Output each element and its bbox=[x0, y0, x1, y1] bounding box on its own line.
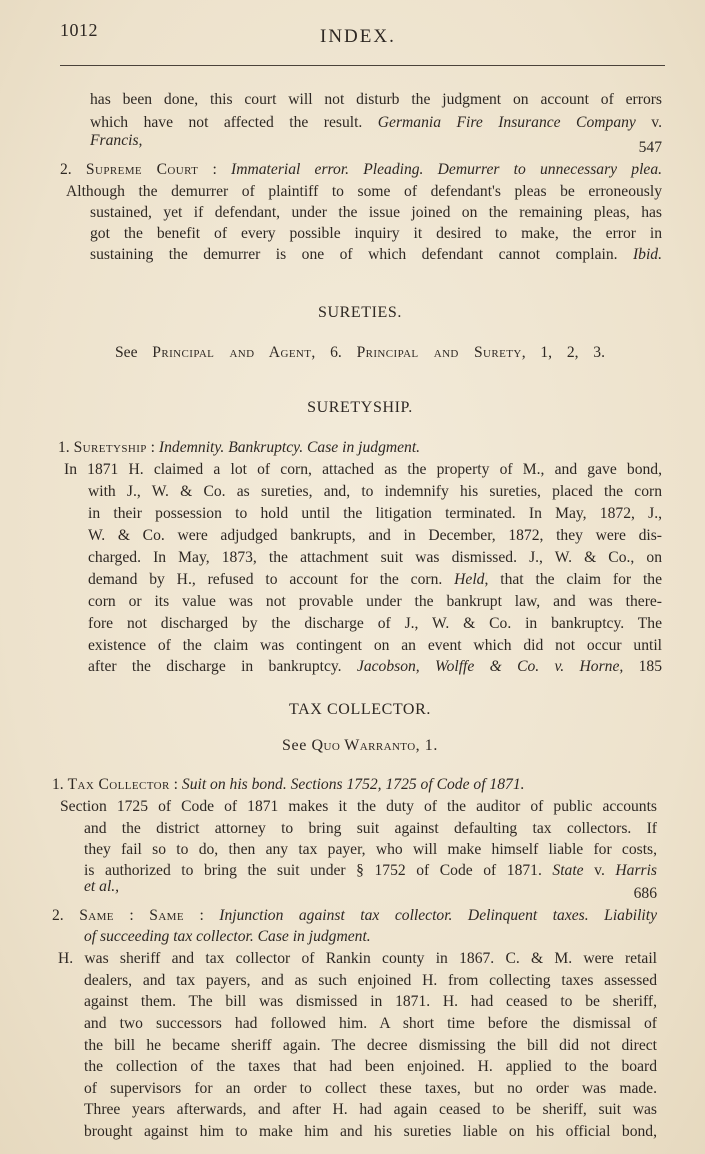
text-line bbox=[90, 113, 662, 133]
text-line bbox=[84, 1057, 657, 1077]
italic-text: State bbox=[552, 862, 584, 879]
italic-text: Germania Fire Insurance Company bbox=[377, 114, 636, 131]
text-line bbox=[88, 636, 662, 656]
text-segment: corn or its value was not provable under the bankrupt law, and was there- bbox=[88, 593, 662, 610]
page-reference bbox=[639, 138, 662, 158]
italic-text: Harris bbox=[615, 862, 657, 879]
text-segment: , that the claim for the bbox=[484, 571, 662, 588]
cross-reference bbox=[0, 736, 705, 756]
text-line bbox=[90, 203, 662, 223]
citation-line bbox=[90, 131, 142, 151]
page-reference bbox=[634, 884, 657, 904]
text-line bbox=[84, 840, 657, 860]
text-segment: Section 1725 of Code of 1871 makes it the duty of the auditor of public accounts bbox=[60, 798, 657, 815]
text-segment: got the benefit of every possible inquiry it desired to make, the error in bbox=[90, 225, 662, 242]
text-line bbox=[58, 949, 657, 969]
text-line bbox=[84, 819, 657, 839]
text-segment: against them. The bill was dismissed in 1871. H. had ceased to be sheriff, bbox=[84, 993, 657, 1010]
page-number: 1012 bbox=[60, 20, 98, 40]
small-caps-text: Same bbox=[149, 907, 184, 924]
text-segment: v. bbox=[635, 114, 662, 131]
text-line bbox=[88, 570, 662, 590]
text-segment: 1. bbox=[52, 776, 68, 793]
text-segment: 686 bbox=[633, 885, 657, 902]
text-line bbox=[90, 90, 662, 110]
text-segment: charged. In May, 1873, the attachment suit was dismissed. J., W. & Co., on bbox=[88, 549, 662, 566]
text-segment: Three years afterwards, and after H. had again ceased to be sheriff, suit was bbox=[84, 1101, 657, 1118]
italic-text: Indemnity. Bankruptcy. Case in judgment. bbox=[158, 439, 421, 456]
text-segment: H. was sheriff and tax collector of Rankin county in 1867. C. & M. were retail bbox=[58, 950, 657, 967]
text-line bbox=[84, 861, 657, 881]
text-segment: See bbox=[115, 344, 153, 361]
text-segment: W. & Co. were adjudged bankrupts, and in December, 1872, they were dis- bbox=[88, 527, 662, 544]
entry-heading bbox=[84, 927, 371, 947]
italic-text: et al., bbox=[84, 878, 120, 895]
section-heading-tax-collector bbox=[0, 700, 705, 720]
text-segment: SURETYSHIP. bbox=[307, 399, 413, 416]
small-caps-text: Tax Collector bbox=[67, 776, 170, 793]
small-caps-text: Same bbox=[79, 907, 114, 924]
text-segment: which have not affected the result. bbox=[90, 114, 378, 131]
text-segment: , 1. bbox=[415, 737, 438, 754]
text-line bbox=[60, 797, 657, 817]
text-segment: TAX COLLECTOR. bbox=[289, 701, 431, 718]
text-line bbox=[64, 460, 662, 480]
text-line bbox=[84, 1079, 657, 1099]
text-segment: : bbox=[146, 439, 159, 456]
text-line bbox=[66, 182, 662, 202]
text-segment: 547 bbox=[638, 139, 662, 156]
text-line bbox=[88, 504, 662, 524]
text-segment: in their possession to hold until the litigation terminated. In May, 1872, J., bbox=[88, 505, 662, 522]
text-segment: : bbox=[113, 907, 150, 924]
italic-text: Suit on his bond. Sections 1752, 1725 of Code of 1871. bbox=[181, 776, 525, 793]
cross-reference bbox=[115, 343, 605, 363]
entry-heading bbox=[52, 906, 657, 926]
text-line bbox=[84, 971, 657, 991]
text-segment: v. bbox=[583, 862, 616, 879]
italic-text: Francis, bbox=[90, 132, 143, 149]
text-line bbox=[90, 224, 662, 244]
entry-heading bbox=[52, 775, 525, 795]
text-segment: the bill he became sheriff again. The decree dismissing the bill did not direct bbox=[84, 1037, 657, 1054]
text-line bbox=[88, 592, 662, 612]
text-line bbox=[88, 548, 662, 568]
entry-heading bbox=[60, 160, 662, 180]
entry-heading bbox=[58, 438, 420, 458]
text-segment: demand by H., refused to account for the corn. bbox=[88, 571, 455, 588]
text-segment: with J., W. & Co. as sureties, and, to indemnify his sureties, placed the corn bbox=[88, 483, 662, 500]
text-line bbox=[84, 1014, 657, 1034]
text-segment: , 6. bbox=[311, 344, 357, 361]
text-segment: In 1871 H. claimed a lot of corn, attached as the property of M., and gave bond, bbox=[64, 461, 662, 478]
text-line bbox=[84, 1100, 657, 1120]
small-caps-text: Principal and Surety bbox=[356, 344, 522, 361]
text-segment: See bbox=[282, 737, 312, 754]
text-segment: , 1, 2, 3. bbox=[521, 344, 606, 361]
italic-text: Injunction against tax collector. Delinquent taxes. Liability bbox=[219, 907, 657, 924]
text-line bbox=[88, 614, 662, 634]
text-segment: 2. bbox=[60, 161, 86, 178]
text-line bbox=[88, 657, 662, 677]
text-segment: has been done, this court will not disturb the judgment on account of errors bbox=[90, 91, 662, 108]
small-caps-text: Suretyship bbox=[73, 439, 147, 456]
text-segment: existence of the claim was contingent on an event which did not occur until bbox=[88, 637, 662, 654]
italic-text: Ibid. bbox=[632, 246, 662, 263]
italic-text: of succeeding tax collector. Case in judgment. bbox=[84, 928, 371, 945]
section-heading-sureties bbox=[0, 303, 705, 323]
text-segment: : bbox=[169, 776, 182, 793]
text-segment: 185 bbox=[623, 658, 662, 675]
text-segment: after the discharge in bankruptcy. bbox=[88, 658, 357, 675]
running-title: INDEX. bbox=[320, 26, 396, 47]
text-segment: 1. bbox=[58, 439, 74, 456]
text-segment: sustaining the demurrer is one of which defendant cannot complain. bbox=[90, 246, 633, 263]
text-segment: sustained, yet if defendant, under the issue joined on the remaining pleas, has bbox=[90, 204, 662, 221]
italic-text: Held bbox=[454, 571, 485, 588]
section-heading-suretyship bbox=[0, 398, 705, 418]
citation-line bbox=[84, 877, 119, 897]
text-segment: is authorized to bring the suit under § 1752 of Code of 1871. bbox=[84, 862, 553, 879]
text-segment: they fail so to do, then any tax payer, who will make himself liable for costs, bbox=[84, 841, 657, 858]
text-segment: Although the demurrer of plaintiff to some of defendant's pleas be erroneously bbox=[66, 183, 662, 200]
text-line bbox=[88, 526, 662, 546]
text-segment: SURETIES. bbox=[317, 304, 403, 321]
italic-text: Immaterial error. Pleading. Demurrer to unnecessary plea. bbox=[231, 161, 663, 178]
small-caps-text: Supreme Court bbox=[85, 161, 199, 178]
text-segment: dealers, and tax payers, and as such enjoined H. from collecting taxes assessed bbox=[84, 972, 657, 989]
small-caps-text: Quo Warranto bbox=[311, 737, 416, 754]
text-line bbox=[90, 245, 662, 265]
text-segment: 2. bbox=[52, 907, 80, 924]
italic-text: Jacobson, Wolffe & Co. v. Horne, bbox=[356, 658, 624, 675]
text-segment: of supervisors for an order to collect these taxes, but no order was made. bbox=[84, 1080, 657, 1097]
text-line bbox=[88, 482, 662, 502]
text-segment: : bbox=[183, 907, 220, 924]
text-segment: the collection of the taxes that had been enjoined. H. applied to the board bbox=[84, 1058, 657, 1075]
text-line bbox=[84, 1036, 657, 1056]
text-segment: and the district attorney to bring suit against defaulting tax collectors. If bbox=[84, 820, 657, 837]
text-segment: brought against him to make him and his sureties liable on his official bond, bbox=[84, 1123, 657, 1140]
text-segment: fore not discharged by the discharge of J., W. & Co. in bankruptcy. The bbox=[88, 615, 662, 632]
header-rule bbox=[60, 65, 665, 66]
small-caps-text: Principal and Agent bbox=[152, 344, 312, 361]
text-segment: : bbox=[198, 161, 232, 178]
text-line bbox=[84, 992, 657, 1012]
text-segment: and two successors had followed him. A short time before the dismissal of bbox=[84, 1015, 657, 1032]
text-line bbox=[84, 1122, 657, 1142]
